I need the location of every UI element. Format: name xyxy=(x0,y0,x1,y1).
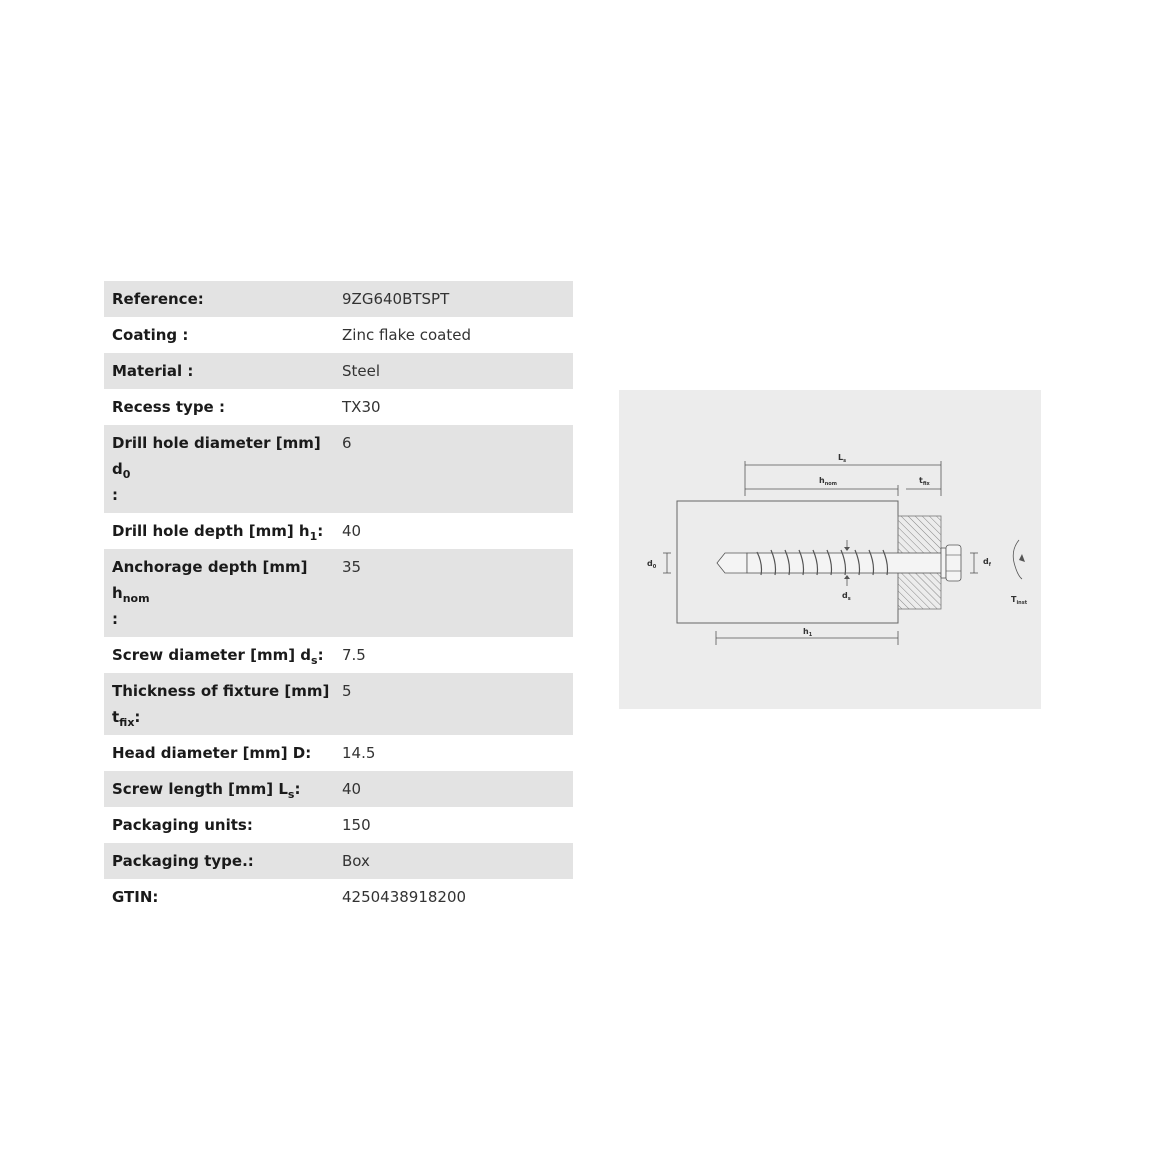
label-tinst: T xyxy=(1011,595,1017,604)
spec-label: Thickness of fixture [mm] $t_{fix}$: xyxy=(112,682,330,729)
spec-label: Material : xyxy=(112,362,194,380)
svg-text:tfix: $t_{fix}$ xyxy=(919,476,930,487)
svg-text:d0: $d_0$ xyxy=(647,559,657,570)
spec-value: 35 xyxy=(342,558,362,576)
spec-row-screw-diameter xyxy=(104,637,573,673)
spec-label: Drill hole diameter [mm] $d_0$ : xyxy=(112,434,321,504)
spec-row-head-diameter xyxy=(104,735,573,771)
spec-value: Steel xyxy=(342,362,381,380)
spec-value: 7.5 xyxy=(342,646,366,664)
spec-label: Recess type : xyxy=(112,398,225,416)
spec-label: Screw length [mm] $L_s$: xyxy=(112,780,301,801)
spec-value: 150 xyxy=(342,816,371,834)
svg-text:Tinst: $T_{inst}$ xyxy=(1011,595,1028,606)
label-ds: d xyxy=(842,591,848,600)
svg-text:df: $d_f$ xyxy=(983,557,991,568)
spec-row-anchorage-depth xyxy=(104,549,573,637)
spec-row-packaging-type xyxy=(104,843,573,879)
spec-label: Packaging type.: xyxy=(112,852,254,870)
spec-value: 40 xyxy=(342,522,362,540)
technical-diagram xyxy=(619,390,1041,709)
spec-row-screw-length xyxy=(104,771,573,807)
label-hnom: h xyxy=(819,476,825,485)
spec-row-thickness xyxy=(104,673,573,735)
spec-row-packaging-units xyxy=(104,807,573,843)
screw-anchor-drawing xyxy=(619,390,1041,709)
label-df: d xyxy=(983,557,989,566)
spec-label: Reference: xyxy=(112,290,204,308)
svg-text:ds: $d_s$ xyxy=(842,591,851,602)
label-d0: d xyxy=(647,559,653,568)
spec-value: Zinc flake coated xyxy=(342,326,472,344)
spec-row-drill-depth xyxy=(104,513,573,549)
spec-label: Coating : xyxy=(112,326,189,344)
spec-value: 9ZG640BTSPT xyxy=(342,290,450,308)
spec-value: 5 xyxy=(342,682,352,700)
spec-label: Anchorage depth [mm] $h_{nom}$ : xyxy=(112,558,308,628)
svg-text:h1: $h_1$ xyxy=(803,627,813,638)
spec-value: TX30 xyxy=(342,398,381,416)
spec-label: Packaging units: xyxy=(112,816,253,834)
spec-value: 40 xyxy=(342,780,362,798)
svg-text:hnom: $h_{nom}$ xyxy=(819,476,837,487)
label-tfix: t xyxy=(919,476,923,485)
spec-row-coating xyxy=(104,317,573,353)
spec-row-drill-diameter xyxy=(104,425,573,513)
spec-label: Screw diameter [mm] $d_s$: xyxy=(112,646,324,667)
spec-row-reference xyxy=(104,281,573,317)
spec-label: GTIN: xyxy=(112,888,159,906)
spec-value: 6 xyxy=(342,434,352,452)
spec-value: 14.5 xyxy=(342,744,376,762)
spec-label: Drill hole depth [mm] $h_1$: xyxy=(112,522,324,543)
spec-row-recess-type xyxy=(104,389,573,425)
svg-text:Ls: $L_s$ xyxy=(838,453,847,464)
spec-value: Box xyxy=(342,852,370,870)
label-ls: L xyxy=(838,453,844,462)
label-h1: h xyxy=(803,627,809,636)
spec-table xyxy=(104,281,573,915)
spec-value: 4250438918200 xyxy=(342,888,467,906)
spec-row-material xyxy=(104,353,573,389)
spec-label: Head diameter [mm] D: xyxy=(112,744,312,762)
spec-row-gtin xyxy=(104,879,573,915)
